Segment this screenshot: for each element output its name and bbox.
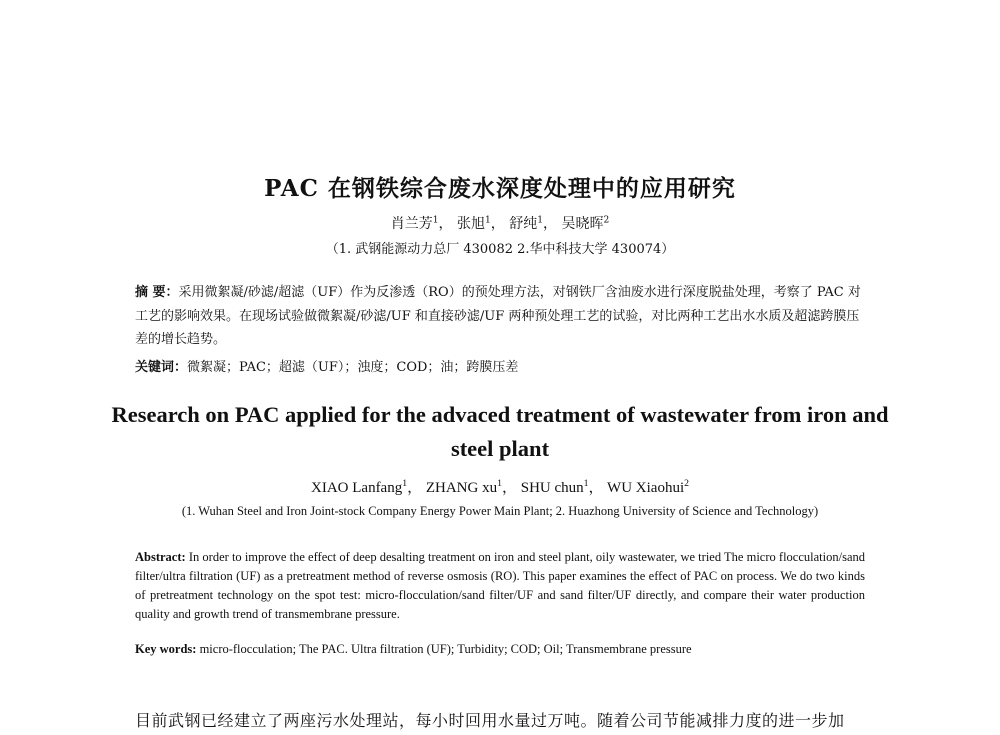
author-affiliation-mark: 1 [402,478,408,489]
abstract-label: Abstract: [135,550,186,564]
author-separator: ， [501,480,517,496]
author-separator: ， [543,216,558,232]
author-affiliation-mark: 2 [684,478,689,489]
author-affiliation-mark: 1 [484,215,491,226]
abstract-text: In order to improve the effect of deep desalting treatment on iron and steel plant, oily wastewater, we tried The micro flocculation/sand filter/ultra filtration (UF) as a pretreatment method of reverse osmosis (RO). This paper examines the effect of PAC on process. We do two kinds of pretreatment technology on the spot test: micro-flocculation/sand filter/UF and sand filter/UF directly, and compare their water production quality and growth trend of transmembrane pressure. [135,550,865,621]
abstract-label: 摘 要： [135,285,179,300]
chinese-title: PAC 在钢铁综合废水深度处理中的应用研究 [264,175,736,202]
author-separator: ， [438,216,453,232]
keywords-label: Key words: [135,642,197,656]
author-affiliation-mark: 1 [432,215,439,226]
chinese-author-list [0,213,1000,233]
author-name: ZHANG xu [425,480,498,496]
english-abstract [135,548,865,624]
author-separator: ， [588,480,604,496]
author-affiliation-mark: 1 [537,215,544,226]
keywords-label: 关键词： [135,360,188,375]
english-author-list [0,476,1000,497]
author-affiliation-mark: 2 [603,215,610,226]
body-paragraph: 目前武钢已经建立了两座污水处理站，每小时回用水量过万吨。随着公司节能减排力度的进一步加 [135,711,845,730]
author-affiliation-mark: 1 [497,478,502,489]
author-name: SHU chun [520,480,584,496]
author-name: XIAO Lanfang [311,480,403,496]
author-name: WU Xiaohui [607,480,685,496]
english-keywords [135,642,865,657]
author-name: 吴晓晖 [561,216,604,232]
author-name: 舒纯 [509,216,538,232]
keywords-text: 微絮凝；PAC；超滤（UF）；浊度；COD；油；跨膜压差 [187,360,519,375]
abstract-text: 采用微絮凝/砂滤/超滤（UF）作为反渗透（RO）的预处理方法，对钢铁厂含油废水进行深度脱盐处理，考察了 PAC 对工艺的影响效果。在现场试验做微絮凝/砂滤/UF 和直接砂滤/UF 两种预处理工艺的试验，对比两种工艺出水水质及超滤跨膜压差的增长趋势。 [135,285,861,347]
author-separator: ， [407,480,423,496]
author-name: 张旭 [456,216,485,232]
english-title: Research on PAC applied for the advaced treatment of wastewater from iron and steel plant [111,402,889,461]
keywords-text: micro-flocculation; The PAC. Ultra filtration (UF); Turbidity; COD; Oil; Transmembrane pressure [199,642,692,656]
author-affiliation-mark: 1 [583,478,589,489]
chinese-abstract [135,281,870,352]
author-name: 肖兰芳 [390,216,433,232]
chinese-affiliation: （1. 武钢能源动力总厂 430082 2.华中科技大学 430074） [325,242,675,257]
english-affiliation: (1. Wuhan Steel and Iron Joint-stock Company Energy Power Main Plant; 2. Huazhong University of Science and Technology) [181,504,819,518]
author-separator: ， [490,216,505,232]
chinese-keywords [135,356,870,375]
